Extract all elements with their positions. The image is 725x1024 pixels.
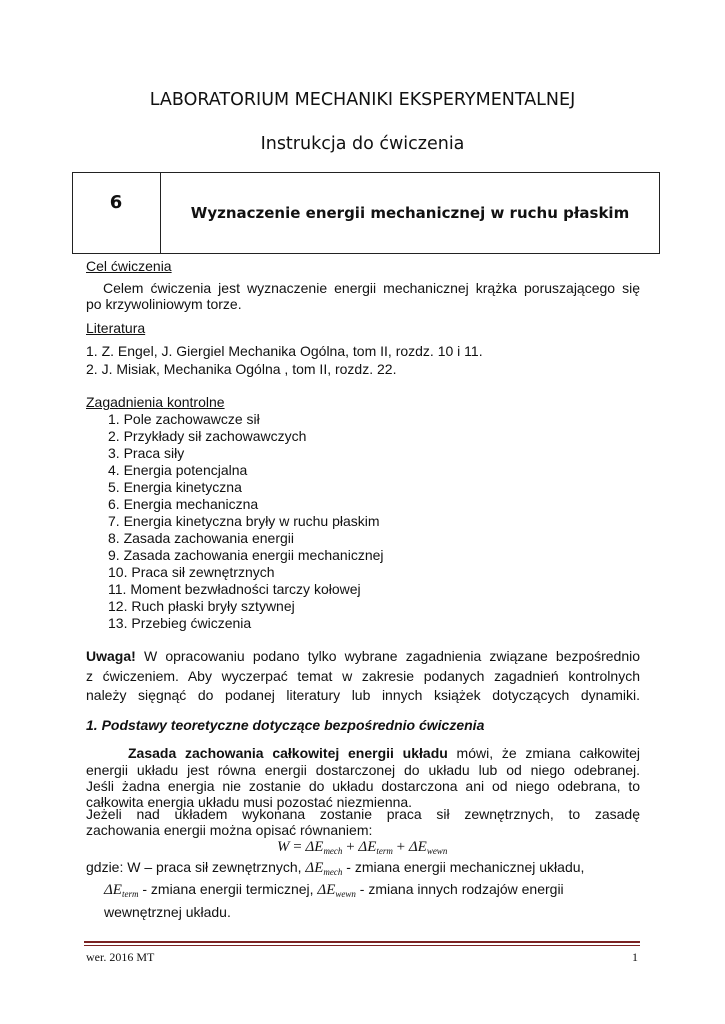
eq-sub-wewn: wewn <box>426 846 448 856</box>
literature-item: 1. Z. Engel, J. Giergiel Mechanika Ogólna, tom II, rozdz. 10 i 11. <box>86 343 483 359</box>
where-line1 <box>86 859 584 881</box>
question-item: 9. Zasada zachowania energii mechanicznej <box>108 547 384 563</box>
goal-text-line2: po krzywoliniowym torze. <box>86 296 242 312</box>
principle-name: Zasada zachowania całkowitej energii układu <box>128 745 448 761</box>
eq-equals: = <box>289 839 306 855</box>
where-text-a: gdzie: W – praca sił zewnętrznych, <box>86 859 306 875</box>
section-text: mówi, że zmiana całkowitej <box>447 745 640 761</box>
question-item: 4. Energia potencjalna <box>108 462 248 478</box>
question-item: 1. Pole zachowawcze sił <box>108 411 260 427</box>
dE-mech-sub: mech <box>323 867 343 877</box>
question-item: 11. Moment bezwładności tarczy kołowej <box>108 581 361 597</box>
goal-heading: Cel ćwiczenia <box>86 258 172 274</box>
footer-version: wer. 2016 MT <box>86 950 155 964</box>
note-text: W opracowaniu podano tylko wybrane zagadnienia związane bezpośrednio <box>135 648 640 664</box>
eq-sub-term: term <box>376 846 393 856</box>
question-item: 3. Praca siły <box>108 445 185 461</box>
section-line6: zachowania energii można opisać równaniem: <box>86 822 373 838</box>
document-title: LABORATORIUM MECHANIKI EKSPERYMENTALNEJ <box>149 90 576 110</box>
section-line5: Jeżeli nad układem wykonana zostanie praca sił zewnętrznych, to zasadę <box>86 806 640 822</box>
eq-plus: + <box>342 839 359 855</box>
question-item: 12. Ruch płaski bryły sztywnej <box>108 598 295 614</box>
question-item: 8. Zasada zachowania energii <box>108 530 295 546</box>
eq-plus: + <box>392 839 409 855</box>
question-item: 5. Energia kinetyczna <box>108 479 242 495</box>
section-line1 <box>86 745 640 762</box>
document-subtitle: Instrukcja do ćwiczenia <box>260 134 465 154</box>
eq-sub-mech: mech <box>323 846 343 856</box>
dE-wewn-sub: wewn <box>335 889 356 899</box>
where-text-d: - zmiana innych rodzajów energii <box>355 881 564 897</box>
dE-wewn-symbol: ΔE <box>317 882 336 898</box>
question-item: 10. Praca sił zewnętrznych <box>108 564 275 580</box>
question-item: 2. Przykłady sił zachowawczych <box>108 428 307 444</box>
section-line4: całkowita energia układu musi pozostać niezmienna. <box>86 794 413 810</box>
dE-mech-symbol: ΔE <box>305 860 324 876</box>
energy-equation <box>277 839 447 856</box>
eq-term-term: ΔE <box>358 839 377 855</box>
page-number: 1 <box>632 950 638 964</box>
note-line1 <box>86 648 640 665</box>
goal-text-line1: Celem ćwiczenia jest wyznaczenie energii mechanicznej krążka poruszającego się <box>103 280 640 296</box>
where-text-b: - zmiana energii mechanicznej układu, <box>342 859 585 875</box>
footer-rule-thin <box>84 945 640 946</box>
exercise-number: 6 <box>109 192 123 213</box>
question-item: 7. Energia kinetyczna bryły w ruchu płaskim <box>108 513 380 529</box>
section-heading: 1. Podstawy teoretyczne dotyczące bezpośrednio ćwiczenia <box>86 717 485 733</box>
dE-term-sub: term <box>121 889 139 899</box>
literature-heading: Literatura <box>86 320 146 336</box>
questions-heading: Zagadnienia kontrolne <box>86 394 225 410</box>
where-line3: wewnętrznej układu. <box>104 904 231 920</box>
eq-lhs: W <box>277 839 290 855</box>
section-line2: energii układu jest równa energii dostarczonej do układu lub od niego odebranej. <box>86 762 640 778</box>
where-line2 <box>104 881 564 903</box>
eq-term-mech: ΔE <box>305 839 324 855</box>
footer-rule <box>84 941 640 943</box>
where-text-c: - zmiana energii termicznej, <box>138 881 318 897</box>
question-item: 13. Przebieg ćwiczenia <box>108 615 252 631</box>
section-line3: Jeśli żadna energia nie zostanie do układu dostarczona ani od niego odebrana, to <box>86 778 640 794</box>
exercise-title: Wyznaczenie energii mechanicznej w ruchu płaskim <box>190 204 630 222</box>
note-line3: należy sięgnąć do podanej literatury lub innych książek dotyczących dynamiki. <box>86 687 640 703</box>
literature-item: 2. J. Misiak, Mechanika Ogólna , tom II, rozdz. 22. <box>86 361 397 377</box>
question-item: 6. Energia mechaniczna <box>108 496 259 512</box>
note-line2: z ćwiczeniem. Aby wyczerpać temat w zakresie podanych zagadnień kontrolnych <box>86 668 640 684</box>
note-label: Uwaga! <box>86 648 136 664</box>
eq-term-wewn: ΔE <box>408 839 427 855</box>
dE-term-symbol: ΔE <box>104 882 122 898</box>
